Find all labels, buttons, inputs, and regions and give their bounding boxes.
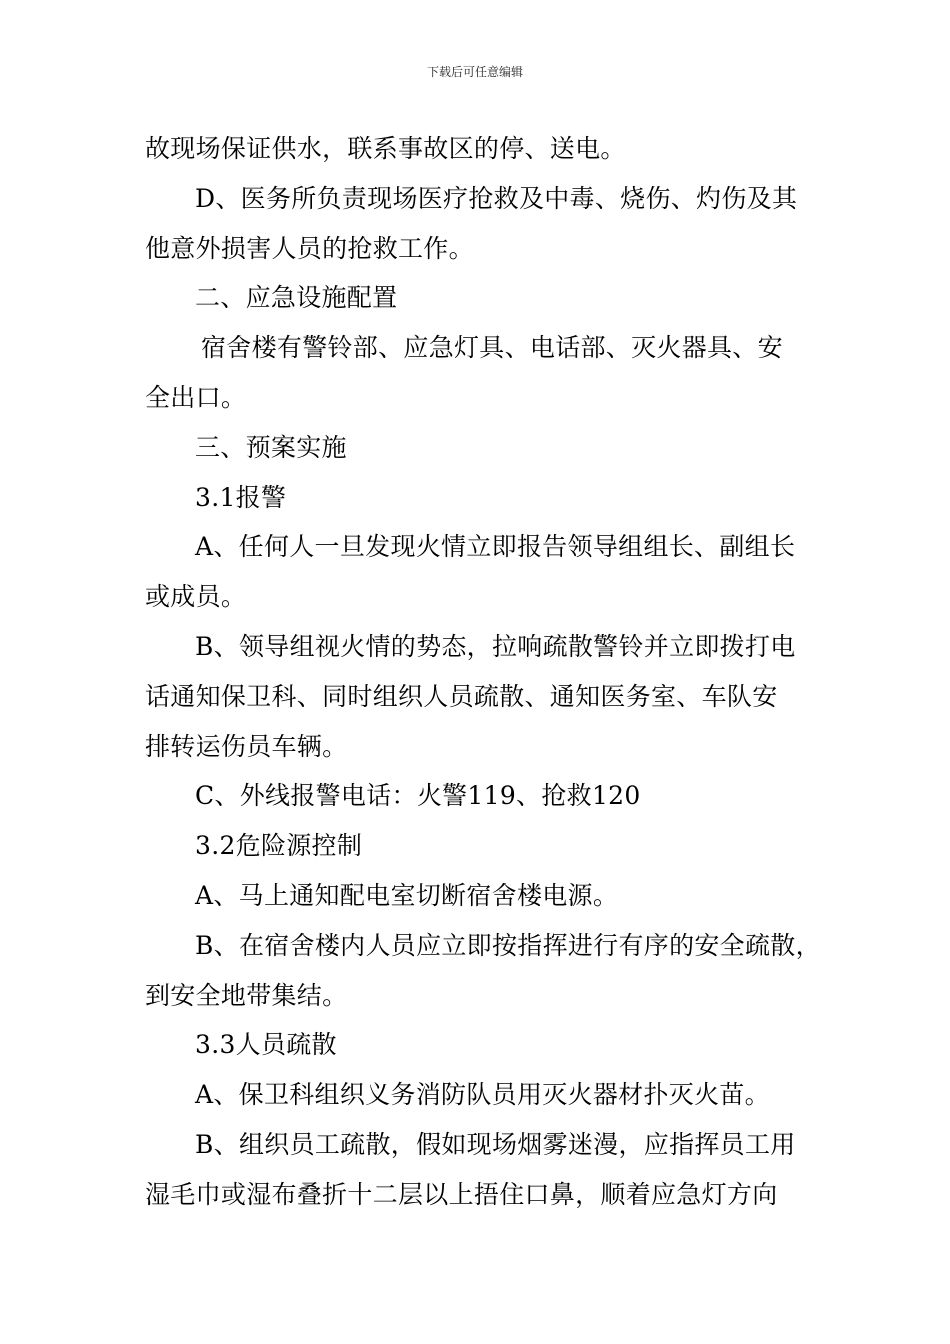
text-line: C、外线报警电话：火警119、抢救120	[195, 781, 641, 811]
text-line: B、在宿舍楼内人员应立即按指挥进行有序的安全疏散，	[195, 930, 821, 960]
text-line: A、保卫科组织义务消防队员用灭火器材扑灭火苗。	[195, 1080, 770, 1110]
text-line: 宿舍楼有警铃部、应急灯具、电话部、灭火器具、安	[201, 333, 783, 363]
section-heading: 二、应急设施配置	[195, 283, 398, 313]
page-header: 下载后可任意编辑	[426, 65, 523, 79]
document-body	[145, 124, 821, 1220]
subsection-heading: 3.2危险源控制	[195, 831, 363, 861]
text-line: 全出口。	[145, 382, 247, 412]
text-line: A、任何人一旦发现火情立即报告领导组组长、副组长	[195, 532, 796, 562]
subsection-heading: 3.1报警	[195, 482, 287, 512]
text-line: 话通知保卫科、同时组织人员疏散、通知医务室、车队安	[145, 681, 778, 711]
text-line: 湿毛巾或湿布叠折十二层以上捂住口鼻，顺着应急灯方向	[145, 1179, 778, 1209]
text-line: A、马上通知配电室切断宿舍楼电源。	[195, 880, 619, 910]
text-line: 或成员。	[145, 582, 247, 612]
text-line: D、医务所负责现场医疗抢救及中毒、烧伤、灼伤及其	[195, 183, 798, 213]
text-line: 到安全地带集结。	[145, 980, 348, 1010]
subsection-heading: 3.3人员疏散	[195, 1030, 337, 1060]
text-line: 他意外损害人员的抢救工作。	[145, 233, 474, 263]
section-heading: 三、预案实施	[195, 432, 347, 462]
text-line: B、领导组视火情的势态，拉响疏散警铃并立即拨打电	[195, 631, 796, 661]
text-line: B、组织员工疏散，假如现场烟雾迷漫，应指挥员工用	[195, 1129, 796, 1159]
text-line: 故现场保证供水，联系事故区的停、送电。	[145, 134, 626, 163]
text-line: 排转运伤员车辆。	[145, 731, 348, 761]
